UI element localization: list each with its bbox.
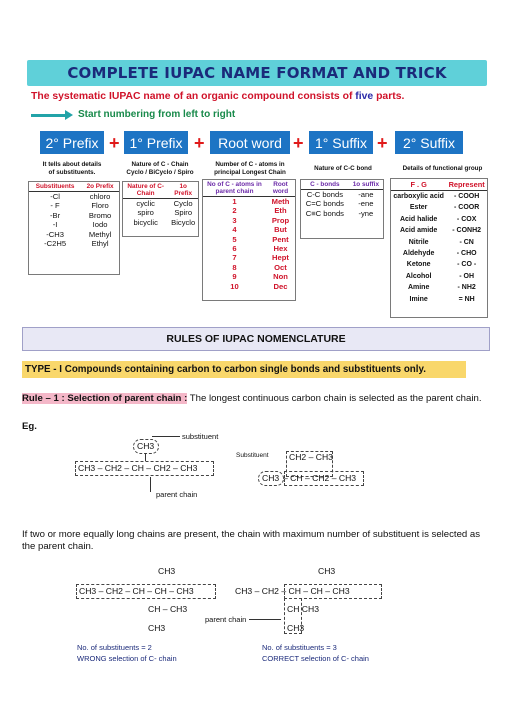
part-1-prefix: 1° Prefix — [124, 131, 188, 154]
table-cell: - CO - — [457, 261, 477, 269]
table-row — [29, 201, 119, 210]
paragraph: If two or more equally long chains are present, the chain with maximum number of substituent is selected as the parent chain. — [22, 529, 481, 552]
table-cell: C=C bonds — [305, 199, 344, 209]
rules-banner: RULES OF IUPAC NOMENCLATURE — [22, 327, 490, 351]
table-cell: 1 — [232, 197, 237, 206]
table-cell: -yne — [358, 208, 374, 218]
table-header: Represent — [446, 179, 487, 191]
table-row — [301, 190, 383, 200]
table-cell: Amine — [407, 284, 430, 292]
table-cell: Pent — [272, 234, 289, 244]
pointer-line — [152, 436, 180, 437]
eg-label: Eg. — [22, 421, 37, 432]
table-cell: 5 — [232, 234, 237, 244]
chain-text: – CH – CH2 – CH3 — [283, 473, 357, 483]
note-count: No. of substituents = 2 — [77, 643, 152, 652]
pointer-line — [249, 619, 281, 620]
chain-text: CH3 – CH2 – CH – CH2 – CH3 — [78, 463, 198, 473]
table-cell: Bromo — [88, 210, 112, 220]
table-cell: Imine — [409, 295, 428, 303]
table-row — [203, 206, 295, 215]
table-header: No of C - atoms in parent chain — [203, 180, 266, 197]
table-cell: -CH3 — [46, 229, 64, 239]
table-row — [203, 253, 295, 262]
subtitle-five: five — [355, 91, 374, 102]
ch-ch3-text: CH CH3 — [287, 604, 319, 614]
table-cell: C-C bonds — [306, 190, 344, 199]
table-row — [29, 211, 119, 220]
plus-icon: + — [109, 133, 120, 153]
bond-table — [301, 180, 383, 218]
plus-icon: + — [194, 133, 205, 153]
table-cell: Methyl — [88, 229, 112, 239]
desc-1-suffix: Nature of C-C bond — [314, 165, 372, 172]
table-cell: Bicyclo — [171, 217, 196, 227]
rule-1-text: The longest continuous carbon chain is selected as the parent chain. — [187, 393, 482, 404]
substituent-label: Substituent — [236, 452, 269, 459]
table-row — [123, 208, 198, 217]
table-row — [203, 235, 295, 244]
table-cell: C≡C bonds — [305, 208, 344, 218]
table-cell: But — [274, 225, 287, 235]
desc-2-prefix: It tells about details of substituents. — [42, 161, 102, 176]
table-cell: - COOH — [454, 193, 480, 200]
table-cell: Non — [273, 272, 288, 282]
table-row — [29, 230, 119, 239]
table-header: F . G — [391, 179, 446, 191]
table-row — [391, 282, 487, 293]
table-cell: Hex — [273, 244, 288, 254]
substituent-label: substituent — [182, 432, 219, 441]
table-cell: 2 — [232, 206, 237, 216]
ch3-text: CH3 — [158, 566, 176, 576]
ch3-text: CH3 — [318, 566, 336, 576]
subtitle-text-a: The systematic IUPAC name of an organic compound consists of — [31, 91, 356, 102]
table-header: 2o Prefix — [81, 182, 119, 192]
rule-1 — [22, 393, 492, 405]
table-cell: 8 — [232, 262, 237, 272]
table-cell: -ene — [358, 199, 374, 209]
subtitle-text-c: parts. — [373, 91, 405, 102]
table-cell: - OH — [459, 272, 475, 280]
subs-table — [29, 182, 119, 248]
table-cell: Prop — [271, 215, 290, 225]
table-row — [203, 263, 295, 272]
table-row — [391, 248, 487, 259]
table-row — [391, 271, 487, 282]
table-cell: Meth — [271, 197, 290, 206]
rule-1-label: Rule – 1 : Selection of parent chain : — [22, 393, 188, 404]
table-header: 1o suffix — [349, 180, 383, 190]
bond-line — [145, 453, 146, 461]
table-cell: -C2H5 — [44, 239, 67, 249]
desc-root-word: Number of C - atoms in principal Longest Chain — [214, 161, 286, 176]
table-header: Substituents — [29, 182, 81, 192]
table-cell: 9 — [232, 272, 237, 282]
table-cell: - CHO — [456, 250, 477, 258]
table-cell: Spiro — [174, 208, 193, 218]
table-cell: = NH — [458, 295, 475, 303]
table-cell: 7 — [232, 253, 237, 263]
parent-chain-label: parent chain — [205, 615, 247, 624]
table-row — [391, 202, 487, 213]
table-header: C - bonds — [301, 180, 349, 190]
table-cell: Cyclo — [173, 199, 193, 208]
title-banner — [27, 60, 487, 86]
part-1-suffix: 1° Suffix — [309, 131, 373, 154]
pointer-line — [150, 477, 151, 492]
table-cell: - F — [50, 201, 60, 211]
table-cell: Alcohol — [405, 272, 432, 280]
subtitle — [31, 91, 404, 102]
table-cell: bicyclic — [133, 217, 158, 227]
ch-ch3-text: CH – CH3 — [148, 604, 188, 614]
table-cell: 10 — [230, 281, 239, 291]
table-row — [29, 239, 119, 248]
desc-1-prefix: Nature of C - Chain Cyclo / BiCyclo / Spiro — [126, 161, 194, 176]
table-row — [391, 294, 487, 305]
table-cell: cyclic — [136, 199, 155, 208]
table-cell: -Br — [50, 210, 61, 220]
part-2-suffix: 2° Suffix — [395, 131, 463, 154]
part-root-word: Root word — [210, 131, 290, 154]
table-row — [203, 216, 295, 225]
table-row — [301, 199, 383, 208]
ch3-text: CH3 — [148, 623, 166, 633]
table-row — [123, 199, 198, 209]
table-row — [203, 282, 295, 291]
table-cell: Ester — [409, 204, 428, 212]
table-cell: 6 — [232, 244, 237, 254]
table-cell: -Cl — [50, 192, 60, 201]
table-row — [203, 225, 295, 234]
table-cell: - CN — [459, 238, 474, 246]
table-cell: Aldehyde — [402, 250, 435, 258]
table-header: Root word — [266, 180, 295, 197]
desc-2-suffix: Details of functional group — [402, 165, 483, 172]
type-banner: TYPE - I Compounds containing carbon to carbon single bonds and substituents only. — [22, 361, 466, 378]
table-cell: Iodo — [92, 220, 108, 230]
parent-chain-label: parent chain — [156, 490, 198, 499]
table-cell: chloro — [89, 192, 111, 201]
ch2-ch3-text: CH2 – CH3 — [289, 452, 333, 462]
table-row — [391, 225, 487, 236]
chain-text: CH3 – CH2 – CH – CH – CH3 — [235, 586, 350, 596]
note-wrong: WRONG selection of C- chain — [77, 654, 177, 663]
table-cell: Acid halide — [399, 215, 438, 223]
table-cell: Acid amide — [399, 227, 438, 235]
ch3-text: CH3 — [262, 473, 280, 483]
table-row — [123, 218, 198, 227]
plus-icon: + — [377, 133, 388, 153]
table-row — [301, 209, 383, 218]
ch3-text: CH3 — [287, 623, 305, 633]
table-cell: 3 — [232, 215, 237, 225]
table-row — [391, 237, 487, 248]
table-cell: Ethyl — [91, 239, 109, 249]
chain-text: CH3 – CH2 – CH – CH – CH3 — [79, 586, 194, 596]
table-cell: -ane — [358, 190, 374, 199]
table-cell: 4 — [232, 225, 237, 235]
table-cell: -I — [52, 220, 58, 230]
ch3-text: CH3 — [137, 441, 155, 451]
table-cell: carboxylic acid — [393, 193, 444, 200]
table-row — [203, 272, 295, 281]
plus-icon: + — [293, 133, 304, 153]
table-cell: Hept — [272, 253, 289, 263]
table-header: Nature of C- Chain — [123, 182, 168, 199]
table-row — [203, 244, 295, 253]
nature-table — [123, 182, 198, 227]
start-numbering-text: Start numbering from left to right — [78, 109, 236, 120]
table-cell: - COX — [456, 215, 477, 223]
table-cell: - COOR — [454, 204, 480, 212]
table-row — [391, 191, 487, 203]
table-row — [391, 214, 487, 225]
note-count: No. of substituents = 3 — [262, 643, 337, 652]
table-cell: Nitrile — [408, 238, 429, 246]
table-cell: - CONH2 — [452, 227, 482, 235]
page-title: COMPLETE IUPAC NAME FORMAT AND TRICK — [67, 64, 447, 82]
note-correct: CORRECT selection of C- chain — [262, 654, 369, 663]
table-row — [29, 220, 119, 229]
arrow-right-icon — [31, 110, 73, 120]
table-cell: Eth — [274, 206, 287, 216]
root-table — [203, 180, 295, 291]
part-2-prefix: 2° Prefix — [40, 131, 104, 154]
table-row — [203, 197, 295, 207]
table-cell: Oct — [274, 262, 287, 272]
table-header: 1o Prefix — [168, 182, 198, 199]
table-row — [29, 192, 119, 202]
table-cell: Dec — [273, 281, 288, 291]
table-cell: - NH2 — [457, 284, 476, 292]
table-row — [391, 259, 487, 270]
table-cell: Ketone — [406, 261, 431, 269]
table-cell: Floro — [91, 201, 109, 211]
table-cell: spiro — [137, 208, 154, 218]
fg-table — [391, 179, 487, 305]
